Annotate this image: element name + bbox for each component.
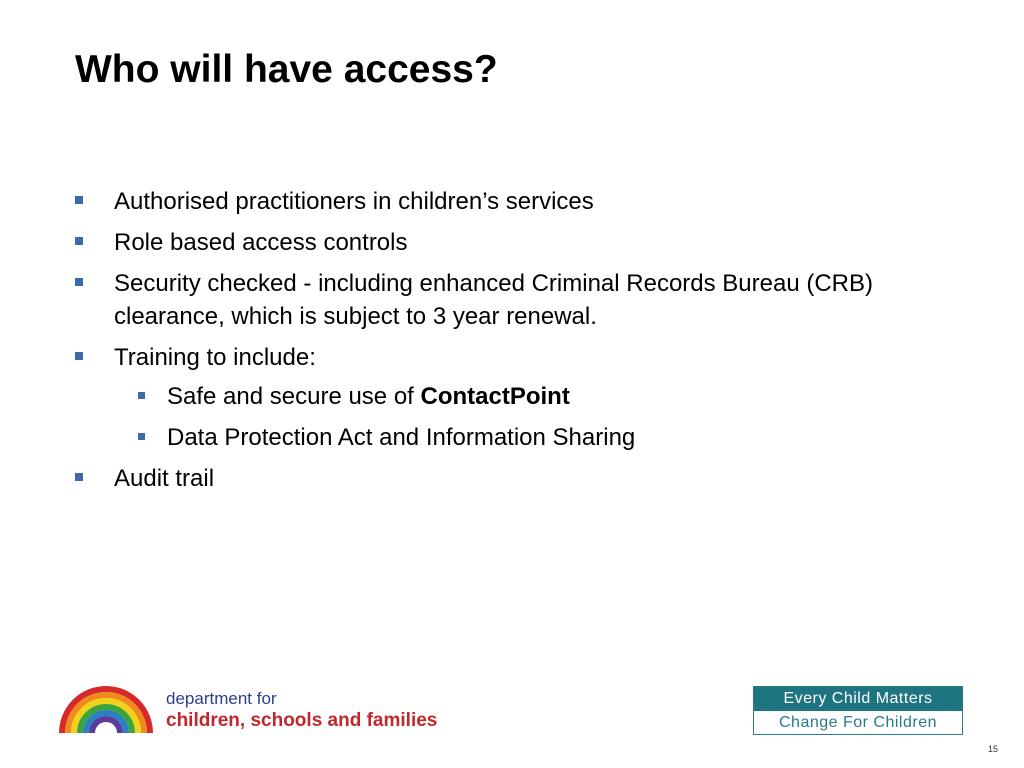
ecm-badge-bottom: Change For Children xyxy=(754,711,962,734)
square-bullet-icon xyxy=(138,433,145,440)
dept-logo xyxy=(58,683,458,739)
bullet-item xyxy=(73,185,953,218)
bullet-text: Training to include: xyxy=(114,344,316,371)
square-bullet-icon xyxy=(138,392,145,399)
sub-bullet-item xyxy=(114,421,994,454)
bullet-item xyxy=(73,462,953,495)
sub-bullet-item xyxy=(114,380,994,413)
square-bullet-icon xyxy=(75,196,83,204)
dept-logo-line2: children, schools and families xyxy=(166,710,438,731)
square-bullet-icon xyxy=(75,278,83,286)
contactpoint-term: ContactPoint xyxy=(420,383,570,410)
bullet-text: Audit trail xyxy=(114,465,215,492)
square-bullet-icon xyxy=(75,473,83,481)
bullet-text: Security checked - including enhanced Criminal Records Bureau (CRB) clearance, which is subject to 3 year renewal. xyxy=(114,270,874,330)
bullet-item xyxy=(73,341,953,454)
square-bullet-icon xyxy=(75,352,83,360)
bullet-item xyxy=(73,267,953,333)
every-child-matters-badge xyxy=(753,686,963,735)
bullet-list xyxy=(73,185,953,503)
rainbow-icon xyxy=(58,683,154,733)
slide-title: Who will have access? xyxy=(75,48,498,91)
dept-logo-line1: department for xyxy=(166,689,277,708)
sub-bullet-text: Safe and secure use of xyxy=(167,383,421,410)
bullet-item xyxy=(73,226,953,259)
bullet-text: Role based access controls xyxy=(114,229,408,256)
square-bullet-icon xyxy=(75,237,83,245)
ecm-badge-top: Every Child Matters xyxy=(754,687,962,711)
sub-bullet-list xyxy=(114,380,953,454)
sub-bullet-text: Data Protection Act and Information Sharing xyxy=(167,424,636,451)
bullet-text: Authorised practitioners in children’s services xyxy=(114,188,594,215)
page-number: 15 xyxy=(988,744,999,754)
